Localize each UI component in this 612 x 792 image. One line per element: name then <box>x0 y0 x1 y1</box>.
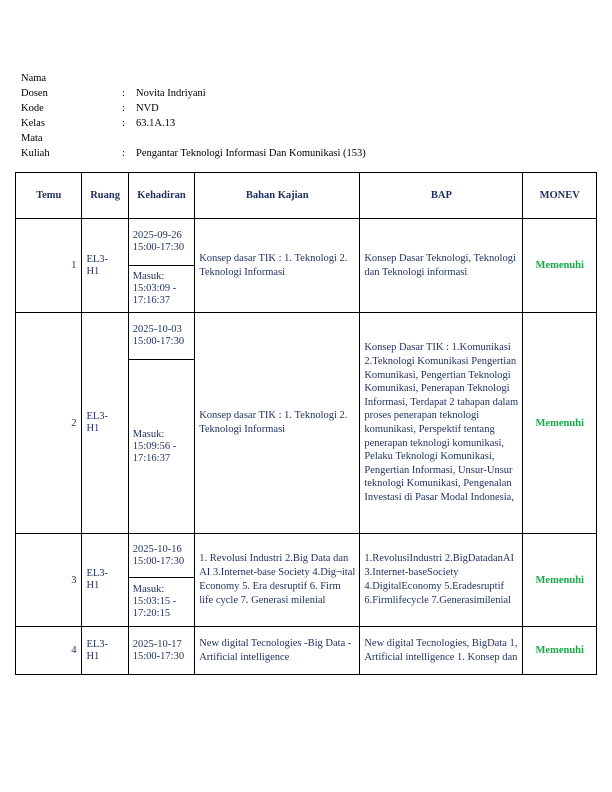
monev-status: Memenuhi <box>523 219 597 313</box>
field-label: Kuliah <box>21 148 50 159</box>
material-cell: 1. Revolusi Industri 2.Big Data dan AI 3.Internet-base Society 4.Dig¬ital Economy 5. Era desruptif 6. Firm life cycle 7. Generasi milenial <box>195 534 360 627</box>
meeting-number: 1 <box>16 219 82 313</box>
check-in-cell: Masuk: 15:09:56 - 17:16:37 <box>128 360 194 534</box>
material-cell: Konsep dasar TIK : 1. Teknologi 2. Teknologi Informasi <box>195 313 360 534</box>
schedule-cell: 2025-10-16 15:00-17:30 <box>128 534 194 578</box>
course-name: Pengantar Teknologi Informasi Dan Komunikasi (153) <box>136 148 366 159</box>
column-header-bap: BAP <box>360 173 523 219</box>
material-cell: New digital Tecnologies -Big Data -Artificial intelligence <box>195 627 360 675</box>
monev-status: Memenuhi <box>523 313 597 534</box>
field-label: Nama <box>21 73 47 84</box>
schedule-cell: 2025-10-17 15:00-17:30 <box>128 627 194 675</box>
schedule-cell: 2025-10-03 15:00-17:30 <box>128 313 194 360</box>
field-colon: : <box>122 103 125 114</box>
field-label: Kelas <box>21 118 45 129</box>
table-row <box>16 313 597 360</box>
field-label: Kode <box>21 103 44 114</box>
schedule-cell: 2025-09-26 15:00-17:30 <box>128 219 194 266</box>
bap-cell: New digital Tecnologies, BigData 1, Artificial intelligence 1. Konsep dan <box>360 627 523 675</box>
bap-cell: Konsep Dasar TIK : 1.Komunikasi 2.Teknologi Komunikasi Pengertian Komunikasi, Pengertian Teknologi Komunikasi, Penerapan Teknologi Informasi, Terdapat 2 tahapan dalam proses penerapan teknologi komunikasi, Perspektif tentang penerapan teknologi komunikasi, Pelaku Teknologi Komunikasi, Pengertian Informasi, Unsur-Unsur teknologi Komunikasi, Pengenalan Investasi di Pasar Modal Indonesia, <box>360 313 523 534</box>
field-label: Dosen <box>21 88 48 99</box>
room-cell: EL3- H1 <box>82 534 128 627</box>
check-in-cell: Masuk: 15:03:09 - 17:16:37 <box>128 266 194 313</box>
table-row <box>16 534 597 578</box>
lecturer-code: NVD <box>136 103 159 114</box>
meeting-number: 2 <box>16 313 82 534</box>
field-label: Mata <box>21 133 43 144</box>
table-row <box>16 627 597 675</box>
meeting-number: 4 <box>16 627 82 675</box>
class-code: 63.1A.13 <box>136 118 176 129</box>
check-in-cell: Masuk: 15:03:15 - 17:20:15 <box>128 578 194 627</box>
column-header-ruang: Ruang <box>82 173 128 219</box>
field-colon: : <box>122 88 125 99</box>
column-header-bahan-kajian: Bahan Kajian <box>195 173 360 219</box>
table-header-row <box>16 173 597 219</box>
bap-cell: 1.RevolusiIndustri 2.BigDatadanAI 3.Internet-baseSociety 4.DigitalEconomy 5.Eradesruptif 6.Firmlifecycle 7.Generasimilenial <box>360 534 523 627</box>
material-cell: Konsep dasar TIK : 1. Teknologi 2. Teknologi Informasi <box>195 219 360 313</box>
room-cell: EL3- H1 <box>82 627 128 675</box>
lecturer-name: Novita Indriyani <box>136 88 206 99</box>
table-row <box>16 219 597 266</box>
attendance-table <box>15 172 597 675</box>
field-colon: : <box>122 118 125 129</box>
room-cell: EL3- H1 <box>82 219 128 313</box>
bap-cell: Konsep Dasar Teknologi, Teknologi dan Teknologi informasi <box>360 219 523 313</box>
monev-status: Memenuhi <box>523 534 597 627</box>
room-cell: EL3- H1 <box>82 313 128 534</box>
meeting-number: 3 <box>16 534 82 627</box>
field-colon: : <box>122 148 125 159</box>
column-header-kehadiran: Kehadiran <box>128 173 194 219</box>
column-header-temu: Temu <box>16 173 82 219</box>
monev-status: Memenuhi <box>523 627 597 675</box>
column-header-monev: MONEV <box>523 173 597 219</box>
